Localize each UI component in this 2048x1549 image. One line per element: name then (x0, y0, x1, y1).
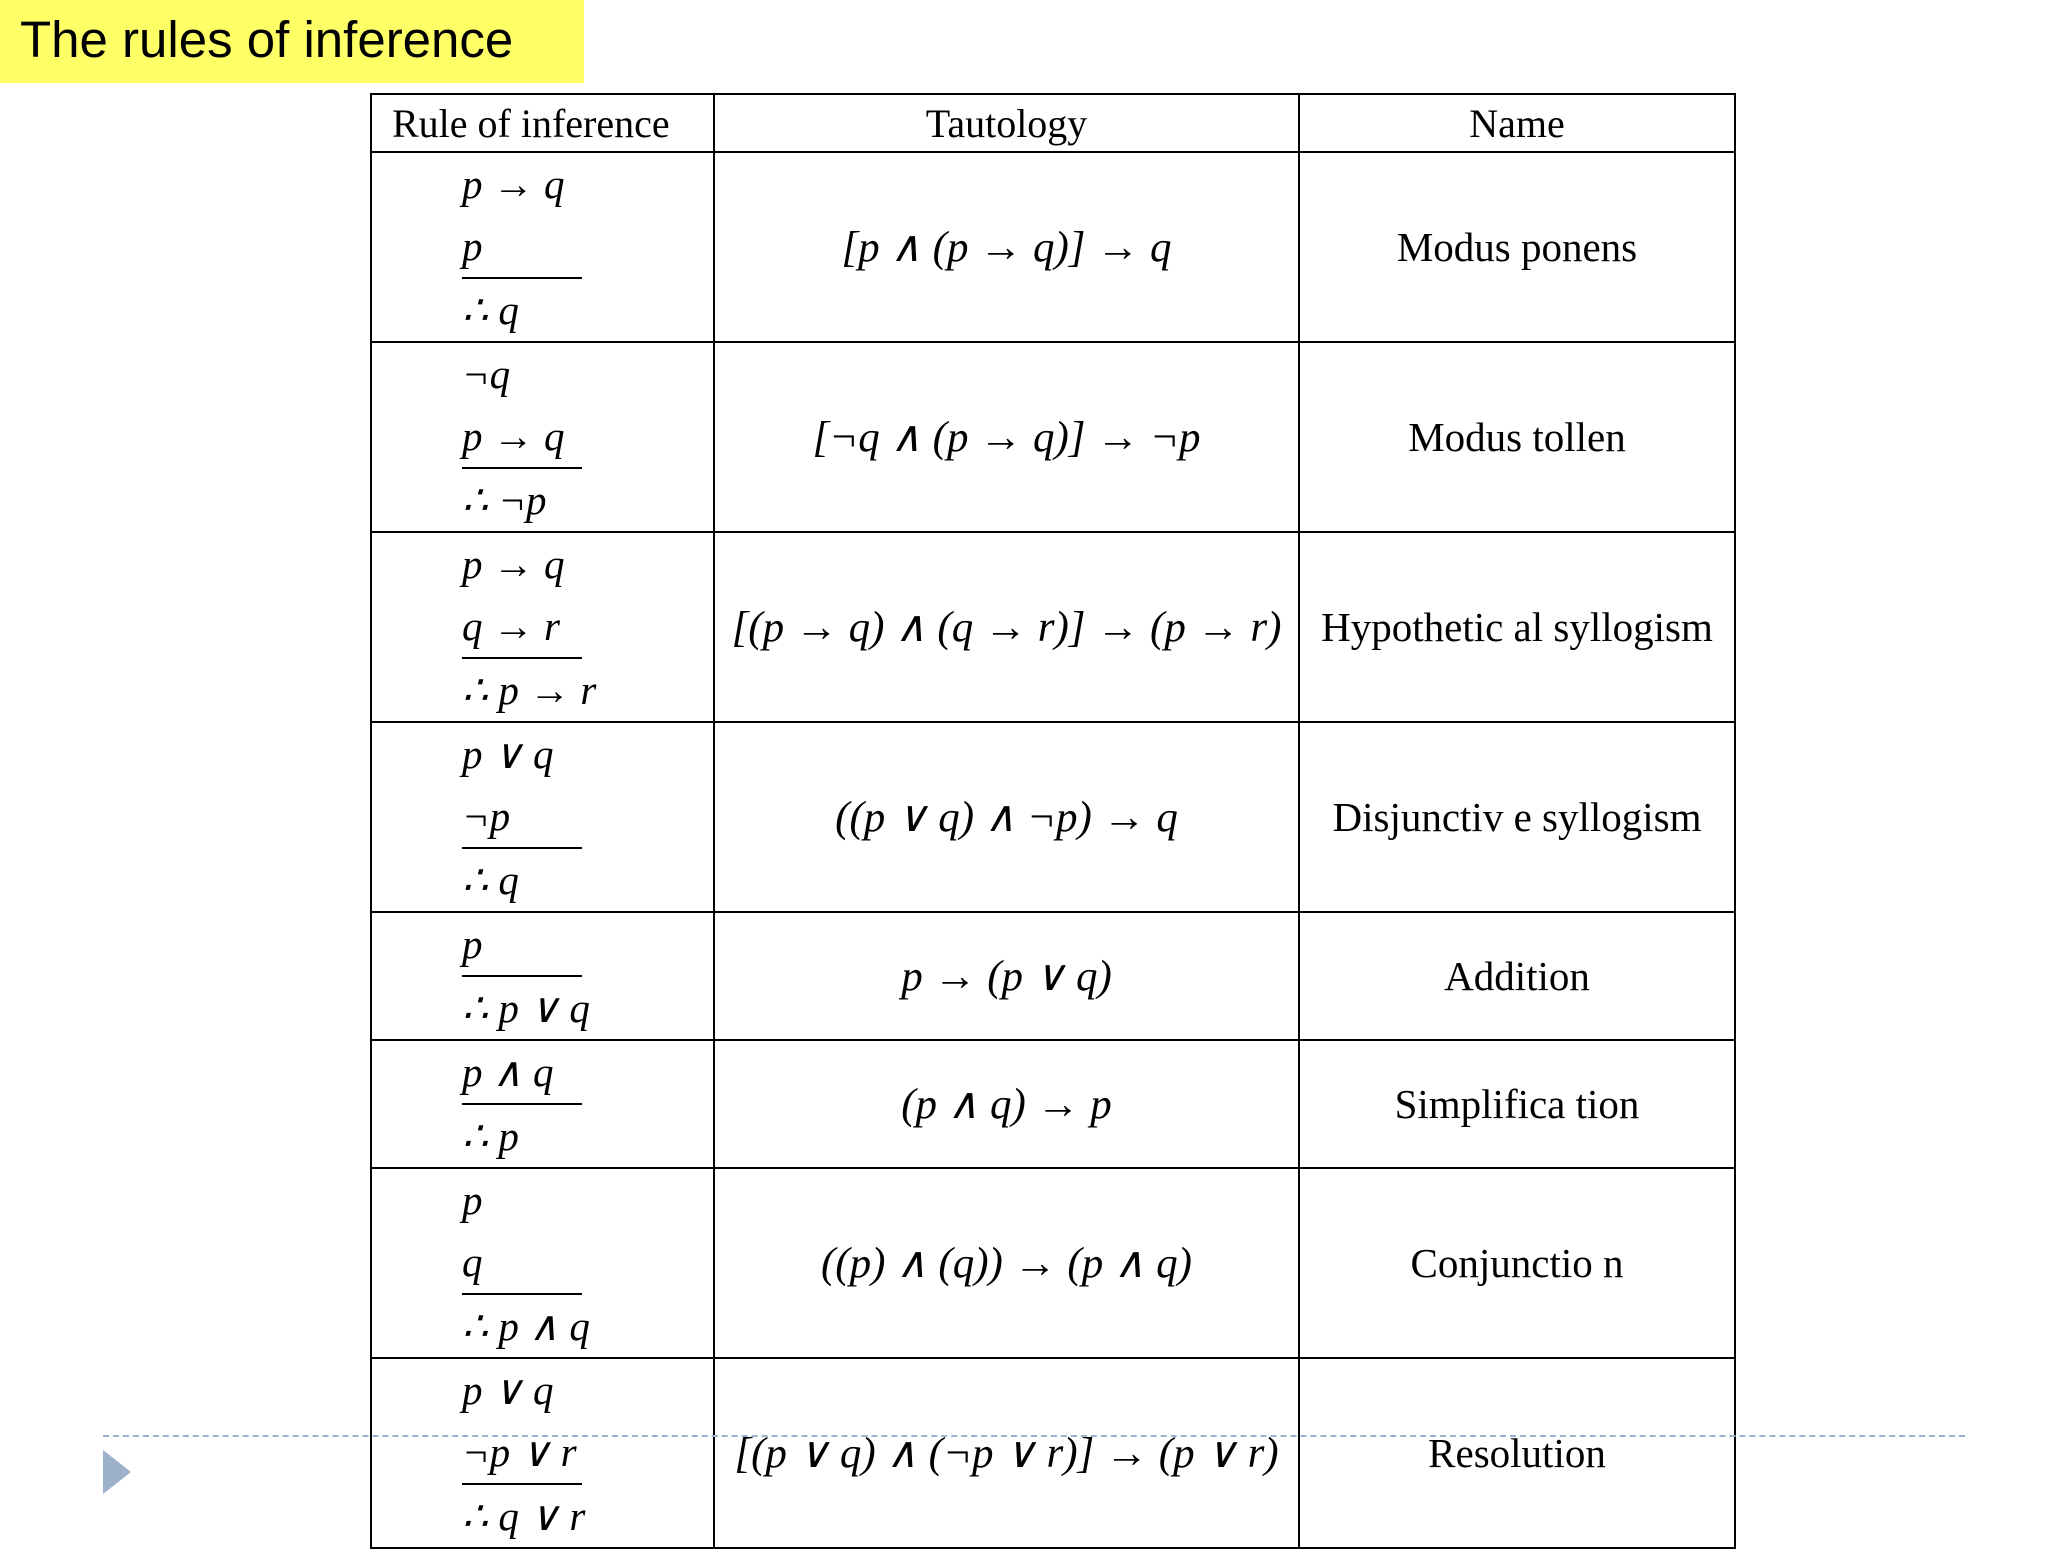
tautology-cell: [(p ∨ q) ∧ (¬p ∨ r)] → (p ∨ r) (714, 1358, 1299, 1548)
rule-lines (462, 533, 692, 721)
tautology-cell: [(p → q) ∧ (q → r)] → (p → r) (714, 532, 1299, 722)
slide-divider-dashed-line (103, 1435, 1965, 1437)
rule-name-cell: Disjunctiv e syllogism (1299, 722, 1735, 912)
rule-cell (371, 342, 714, 532)
rule-name-cell: Modus tollen (1299, 342, 1735, 532)
rule-cell (371, 532, 714, 722)
table-row (371, 912, 1735, 1040)
rule-lines (462, 343, 692, 531)
rule-cell (371, 722, 714, 912)
rules-of-inference-table (370, 93, 1736, 1549)
conclusion: ∴ p ∧ q (462, 1303, 590, 1349)
premise: ¬p (462, 785, 582, 849)
conclusion: ∴ p (462, 1113, 519, 1159)
rule-cell (371, 1040, 714, 1168)
conclusion: ∴ p ∨ q (462, 985, 590, 1031)
premise: p → q (462, 541, 565, 587)
rule-lines (462, 1041, 692, 1167)
header-name: Name (1299, 94, 1735, 152)
rule-cell (371, 152, 714, 342)
premise: p (462, 1177, 483, 1223)
table-row (371, 1358, 1735, 1548)
table-row (371, 722, 1735, 912)
conclusion: ∴ q (462, 287, 519, 333)
rule-cell (371, 1168, 714, 1358)
rule-lines (462, 153, 692, 341)
premise: ¬p ∨ r (462, 1421, 582, 1485)
table-row (371, 1040, 1735, 1168)
premise: q (462, 1231, 582, 1295)
tautology-cell: [p ∧ (p → q)] → q (714, 152, 1299, 342)
premise: ¬q (462, 351, 511, 397)
slide-title-banner (0, 0, 584, 83)
premise: p → q (462, 405, 582, 469)
conclusion: ∴ p → r (462, 667, 597, 713)
premise: p (462, 215, 582, 279)
tautology-cell: [¬q ∧ (p → q)] → ¬p (714, 342, 1299, 532)
premise: q → r (462, 595, 582, 659)
rule-name-cell: Modus ponens (1299, 152, 1735, 342)
table-row (371, 152, 1735, 342)
premise: p (462, 913, 582, 977)
premise: p ∨ q (462, 731, 554, 777)
header-rule: Rule of inference (371, 94, 714, 152)
rule-name-cell: Simplifica tion (1299, 1040, 1735, 1168)
slide-title: The rules of inference (20, 11, 514, 68)
rule-lines (462, 913, 692, 1039)
rule-lines (462, 723, 692, 911)
table-header-row (371, 94, 1735, 152)
table-row (371, 1168, 1735, 1358)
premise: p ∨ q (462, 1367, 554, 1413)
premise: p ∧ q (462, 1041, 582, 1105)
header-tautology: Tautology (714, 94, 1299, 152)
rule-lines (462, 1359, 692, 1547)
rule-name-cell: Resolution (1299, 1358, 1735, 1548)
conclusion: ∴ q (462, 857, 519, 903)
tautology-cell: ((p ∨ q) ∧ ¬p) → q (714, 722, 1299, 912)
tautology-cell: p → (p ∨ q) (714, 912, 1299, 1040)
conclusion: ∴ ¬p (462, 477, 547, 523)
rule-name-cell: Conjunctio n (1299, 1168, 1735, 1358)
conclusion: ∴ q ∨ r (462, 1493, 586, 1539)
rule-cell (371, 912, 714, 1040)
tautology-cell: (p ∧ q) → p (714, 1040, 1299, 1168)
rule-name-cell: Addition (1299, 912, 1735, 1040)
premise: p → q (462, 161, 565, 207)
table-row (371, 532, 1735, 722)
rule-name-cell: Hypothetic al syllogism (1299, 532, 1735, 722)
triangle-bullet-icon (103, 1450, 131, 1494)
rule-cell (371, 1358, 714, 1548)
tautology-cell: ((p) ∧ (q)) → (p ∧ q) (714, 1168, 1299, 1358)
table-row (371, 342, 1735, 532)
rule-lines (462, 1169, 692, 1357)
